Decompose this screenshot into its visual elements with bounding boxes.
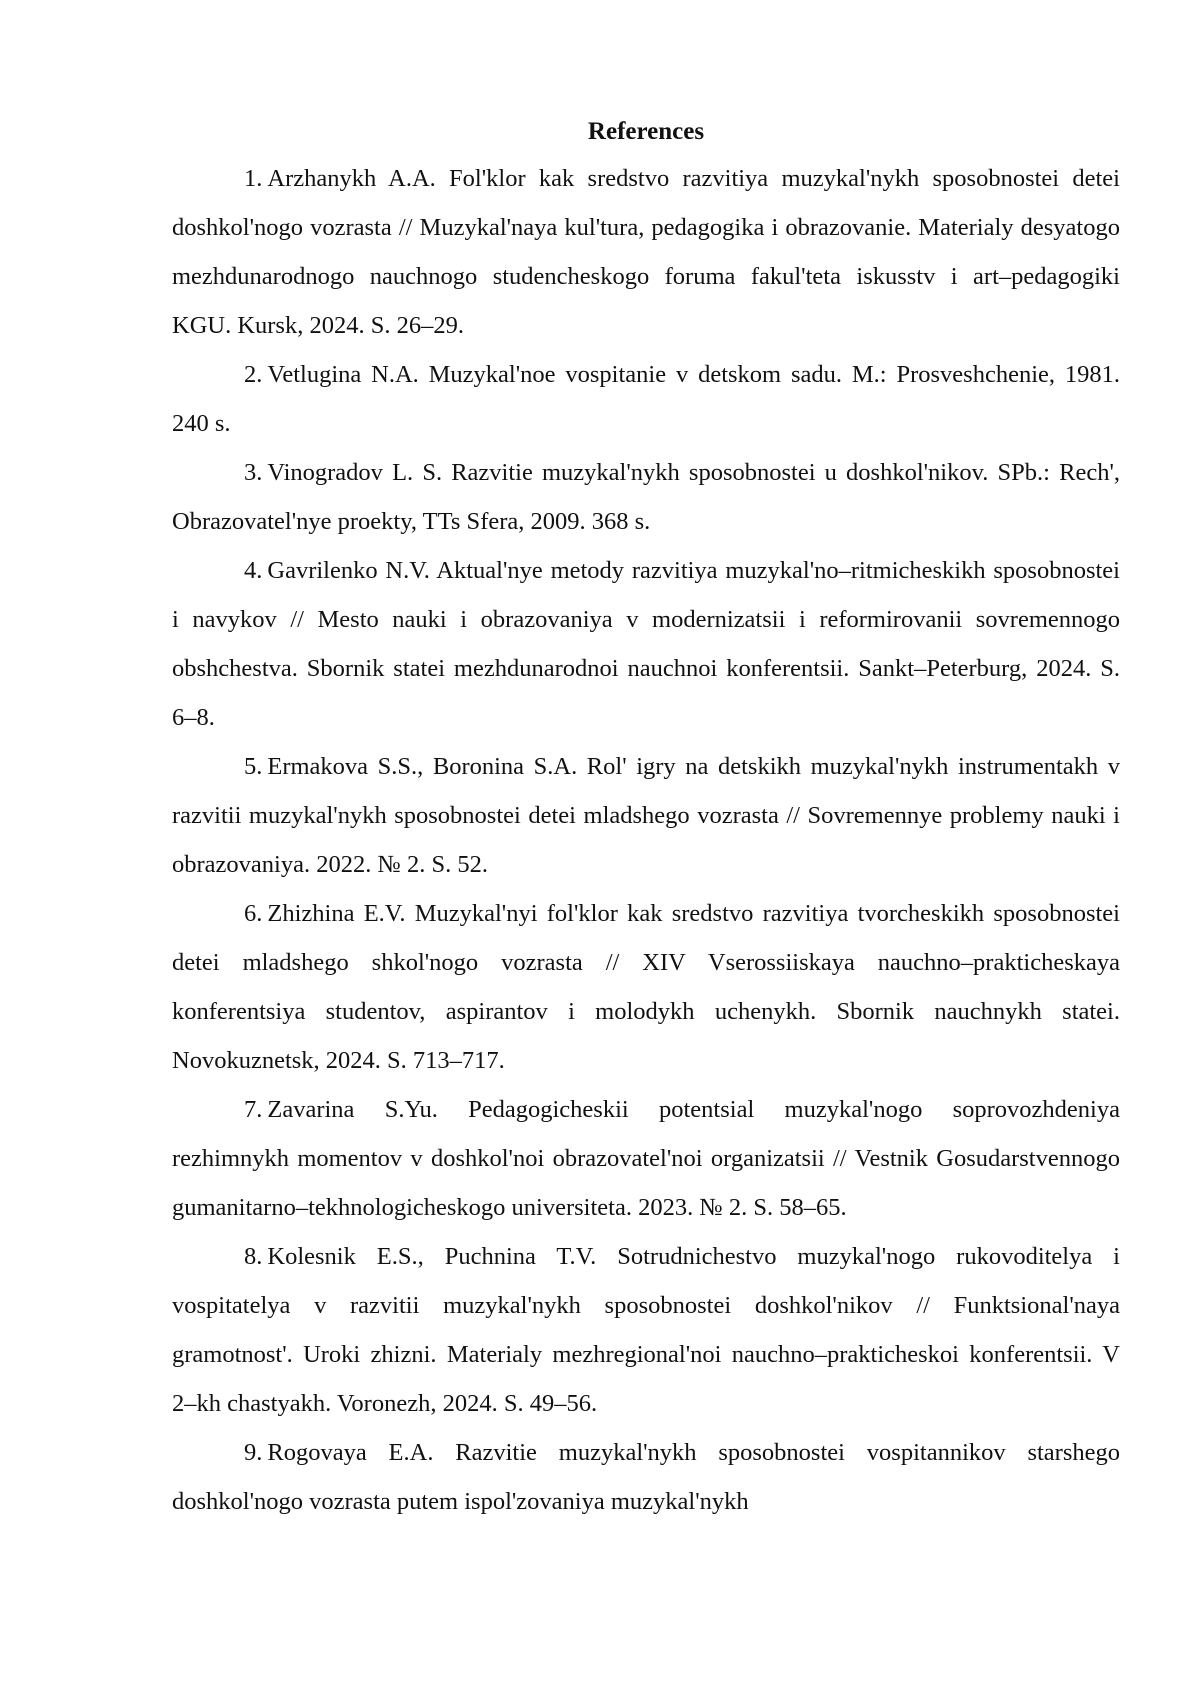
reference-number: 8. [244, 1243, 262, 1270]
reference-text: Rogovaya E.A. Razvitie muzykal'nykh sposobnostei vospitannikov starshego doshkol'nogo vozrasta putem ispol'zovaniya muzykal'nykh [172, 1439, 1120, 1515]
document-page [172, 112, 1120, 1526]
reference-item [172, 1428, 1120, 1526]
reference-item [172, 1085, 1120, 1232]
reference-text: Arzhanykh A.A. Fol'klor kak sredstvo razvitiya muzykal'nykh sposobnostei detei doshkol'nogo vozrasta // Muzykal'naya kul'tura, pedagogika i obrazovanie. Materialy desyatogo mezhdunarodnogo nauchnogo studencheskogo foruma fakul'teta iskusstv i art–pedagogiki KGU. Kursk, 2024. S. 26–29. [172, 165, 1120, 339]
reference-item [172, 742, 1120, 889]
reference-item [172, 1232, 1120, 1428]
reference-number: 5. [244, 753, 262, 780]
reference-item [172, 350, 1120, 448]
reference-text: Zavarina S.Yu. Pedagogicheskii potentsial muzykal'nogo soprovozhdeniya rezhimnykh momentov v doshkol'noi obrazovatel'noi organizatsii // Vestnik Gosudarstvennogo gumanitarno–tekhnologicheskogo universiteta. 2023. № 2. S. 58–65. [172, 1096, 1120, 1221]
reference-number: 2. [244, 361, 262, 388]
reference-number: 4. [244, 557, 262, 584]
reference-text: Vetlugina N.A. Muzykal'noe vospitanie v detskom sadu. M.: Prosveshchenie, 1981. 240 s. [172, 361, 1120, 437]
reference-item [172, 448, 1120, 546]
reference-number: 3. [244, 459, 262, 486]
reference-number: 9. [244, 1439, 262, 1466]
reference-number: 6. [244, 900, 262, 927]
reference-item [172, 889, 1120, 1085]
reference-number: 1. [244, 165, 262, 192]
reference-item [172, 546, 1120, 742]
reference-item [172, 154, 1120, 350]
reference-text: Vinogradov L. S. Razvitie muzykal'nykh sposobnostei u doshkol'nikov. SPb.: Rech', Obrazovatel'nye proekty, TTs Sfera, 2009. 368 s. [172, 459, 1120, 535]
reference-text: Gavrilenko N.V. Aktual'nye metody razvitiya muzykal'no–ritmicheskikh sposobnostei i navykov // Mesto nauki i obrazovaniya v modernizatsii i reformirovanii sovremennogo obshchestva. Sbornik statei mezhdunarodnoi nauchnoi konferentsii. Sankt–Peterburg, 2024. S. 6–8. [172, 557, 1120, 731]
references-list [172, 154, 1120, 1526]
references-heading: References [172, 112, 1120, 152]
reference-number: 7. [244, 1096, 262, 1123]
reference-text: Zhizhina E.V. Muzykal'nyi fol'klor kak sredstvo razvitiya tvorcheskikh sposobnostei detei mladshego shkol'nogo vozrasta // XIV Vserossiiskaya nauchno–prakticheskaya konferentsiya studentov, aspirantov i molodykh uchenykh. Sbornik nauchnykh statei. Novokuznetsk, 2024. S. 713–717. [172, 900, 1120, 1074]
reference-text: Ermakova S.S., Boronina S.A. Rol' igry na detskikh muzykal'nykh instrumentakh v razvitii muzykal'nykh sposobnostei detei mladshego vozrasta // Sovremennye problemy nauki i obrazovaniya. 2022. № 2. S. 52. [172, 753, 1120, 878]
reference-text: Kolesnik E.S., Puchnina T.V. Sotrudnichestvo muzykal'nogo rukovoditelya i vospitatelya v razvitii muzykal'nykh sposobnostei doshkol'nikov // Funktsional'naya gramotnost'. Uroki zhizni. Materialy mezhregional'noi nauchno–prakticheskoi konferentsii. V 2–kh chastyakh. Voronezh, 2024. S. 49–56. [172, 1243, 1120, 1417]
